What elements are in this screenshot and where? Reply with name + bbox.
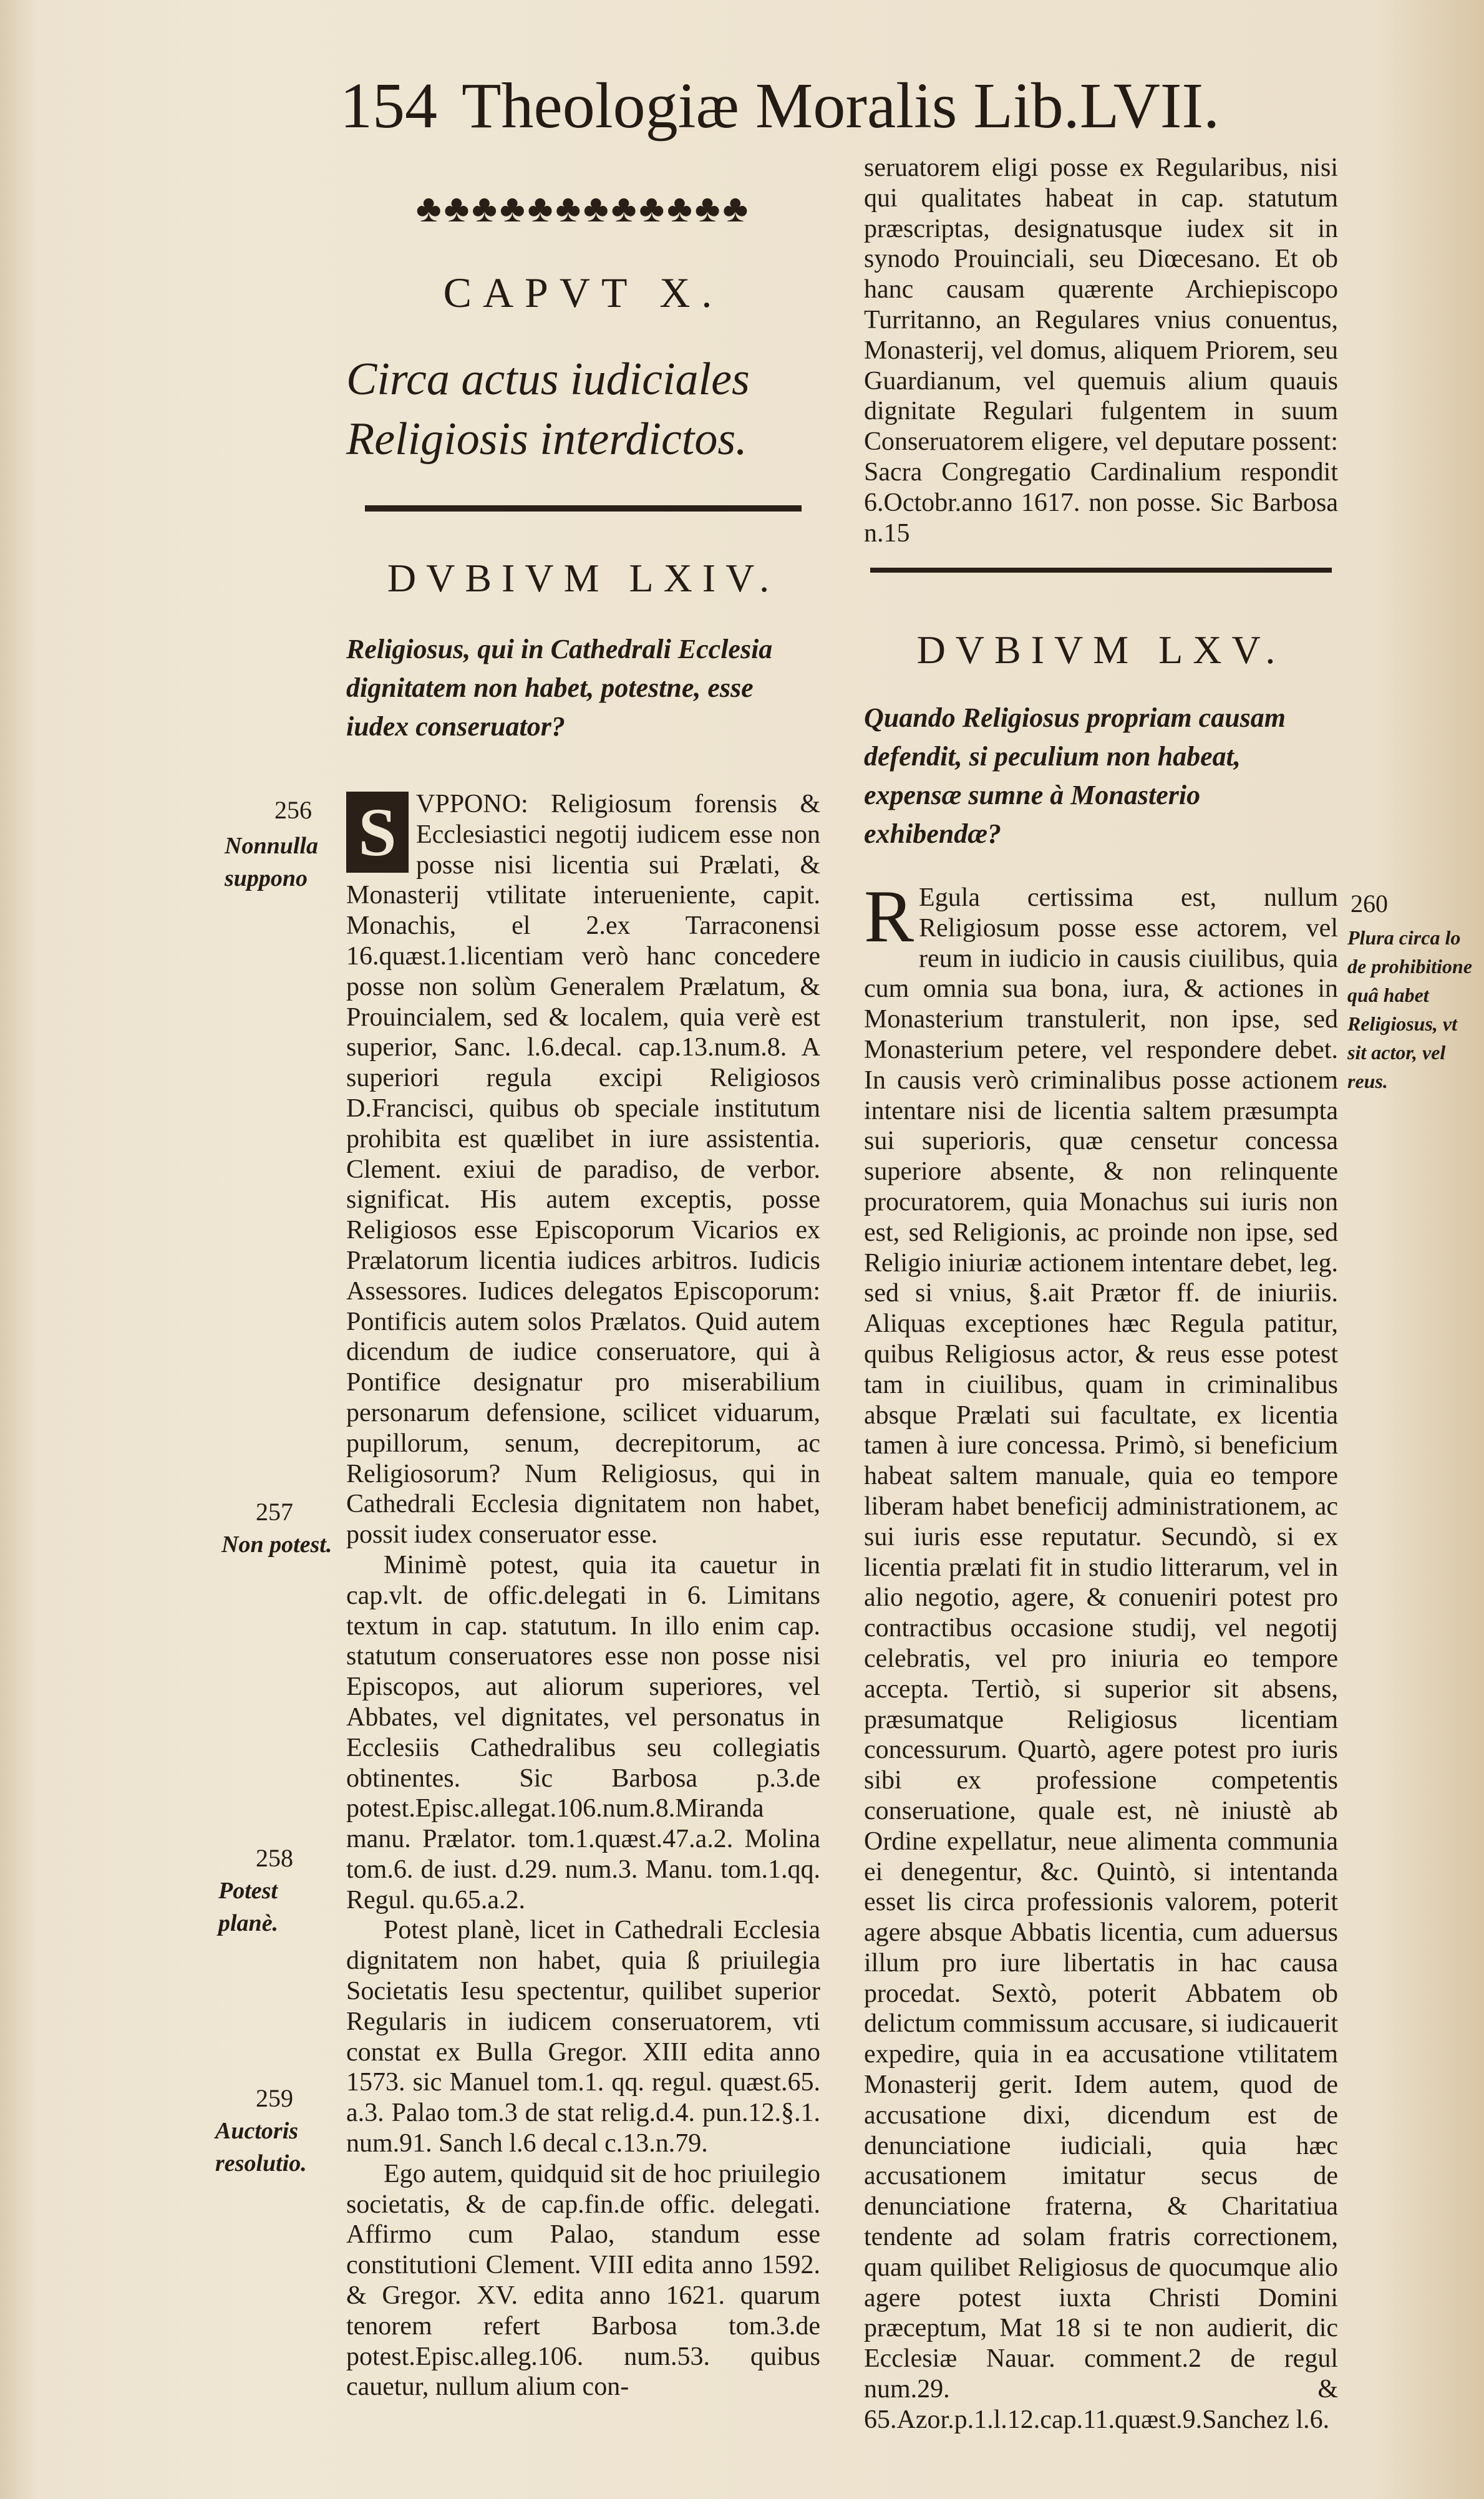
margin-note: Nonnulla suppono <box>225 833 318 891</box>
margin-note: Auctoris resolutio. <box>215 2118 307 2176</box>
ornament-band: ♣♣♣♣♣♣♣♣♣♣♣♣ <box>415 188 751 230</box>
margin-note: Non potest. <box>221 1531 332 1558</box>
chapter-heading: CAPVT X. <box>443 269 724 316</box>
paragraph: Egula certissima est, nullum Religiosum posse esse actorem, vel reum in iudicio in causis ciuilibus, quia cum omnia sua bona, iura, & actiones in Monasterium transtulerit, non ipse, sed Monasterium petere, vel respondere debet. In causis verò criminalibus posse actionem intentare nisi de licentia saltem præsumpta sui superioris, quæ censetur concessa superiore absente, & non relinquente procuratorem, quia Monachus sui iuris non est, sed Religionis, ac proinde non ipse, sed Religio iniuriæ actionem intentare debet, leg. sed si vnius, §.ait Prætor ff. de iniuriis. Aliquas exceptiones hæc Regula patitur, quibus Religiosus actor, & reus esse potest tam in ciuilibus, quam in criminalibus absque Prælati sui facultate, ex licentia tamen à iure concessa. Primò, si beneficium habeat saltem manuale, quia eo tempore liberam habet beneficij administrationem, ac sui iuris esse reputatur. Secundò, si ex licentia prælati fit in studio litterarum, vel in alio negotio, agere, & conueniri potest pro contractibus occasione studij, vel negotij celebratis, vel pro iniuria eo tempore accepta. Tertiò, si superior sit absens, præsumatque Religiosus licentiam concessurum. Quartò, agere potest pro iuris sibi ex professione competentis conseruatione, quale est, nè iniustè ab Ordine expellatur, neue alimenta communia ei denegentur, &c. Quintò, si intentanda esset lis circa professionis valorem, poterit agere absque Abbatis licentia, cum aduersus illum pro iure libertatis in hac causa procedat. Sextò, poterit Abbatem ob delictum commissum accusare, si iudicauerit expedire, quia in ea accusatione vtilitatem Monasterij gerit. Idem autem, quod de accusatione dixi, dicendum est de denunciatione iudiciali, quia hæc accusationem imitatur secus de denunciatione fraterna, & Charitatiua tendente ad solam fratris correctionem, quam quilibet Religiosus de quocumque alio agere potest iuxta Christi Domini præceptum, Mat 18 si te non audierit, dic Ecclesiæ Nauar. comment.2 de regul num.29. & 65.Azor.p.1.l.12.cap.11.quæst.9.Sanchez l.6. <box>864 883 1338 2434</box>
paragraph: Minimè potest, quia ita cauetur in cap.vlt. de offic.delegati in 6. Limitans textum in cap. statutum. In illo enim cap. statutum conseruatores esse non posse nisi Episcopos, aut aliorum superiores, vel Abbates, vel dignitates, vel personatus in Ecclesiis Cathedralibus seu collegiatis obtinentes. Sic Barbosa p.3.de potest.Episc.allegat.106.num.8.Miranda manu. Prælator. tom.1.quæst.47.a.2. Molina tom.6. de iust. d.29. num.3. Manu. tom.1.qq. Regul. qu.65.a.2. <box>346 1550 820 1914</box>
running-head: Theologiæ Moralis Lib.LVII. <box>462 70 1220 142</box>
page-header <box>340 62 1338 150</box>
body-text <box>346 789 820 2402</box>
margin-number: 259 <box>256 2084 293 2112</box>
dubium-heading: DVBIVM LXV. <box>916 628 1286 672</box>
rule-divider <box>870 568 1332 573</box>
paragraph: Potest planè, licet in Cathedrali Ecclesia dignitatem non habet, quia ß priuilegia Societatis Iesu spectentur, quilibet superior Regularis in iudicem conseruatorem, vti constat ex Bulla Gregor. XIII edita anno 1573. sic Manuel tom.1. qq. regul. quæst.65. a.3. Palao tom.3 de stat relig.d.4. pun.12.§.1. num.91. Sanch l.6 decal c.13.n.79. <box>346 1916 820 2158</box>
paragraph: VPPONO: Religiosum forensis & Ecclesiastici negotij iudicem esse non posse nisi licentia sui Prælati, & Monasterij vtilitate interueniente, capit. Monachis, el 2.ex Tarraconensi 16.quæst.1.licentiam verò hanc concedere posse non solùm Generalem Prælatum, & Prouincialem, sed & localem, quia verè est superior, Sanc. l.6.decal. cap.13.num.8. A superiori regula excipi Religiosos D.Francisci, quibus ob speciale institutum prohibita est quælibet in iure assistentia. Clement. exiui de paradiso, de verbor. significat. His autem exceptis, posse Religiosos esse Episcoporum Vicarios ex Prælatorum licentia iudices arbitros. Iudicis Assessores. Iudices delegatos Episcoporum: Pontificis autem solos Prælatos. Quid autem dicendum de iudice conseruatore, qui à Pontifice designatur pro miserabilium personarum defensione, scilicet viduarum, pupillorum, senum, decrepitorum, ac Religiosorum? Num Religiosus, qui in Cathedrali Ecclesia dignitatem non habet, possit iudex conseruator esse. <box>346 790 820 1550</box>
continued-text <box>864 153 1338 548</box>
margin-note: Plura circa lo de prohibitione quâ habet Religiosus, vt sit actor, vel reus. <box>1347 926 1473 1092</box>
paragraph: Ego autem, quidquid sit de hoc priuilegio societatis, & de cap.fin.de offic. delegati. Affirmo cum Palao, standum esse constitutioni Clement. VIII edita anno 1592. & Gregor. XV. edita anno 1621. quarum tenorem refert Barbosa tom.3.de potest.Episc.alleg.106. num.53. quibus cauetur, nullum alium con- <box>346 2159 820 2402</box>
paragraph: seruatorem eligi posse ex Regularibus, nisi qui qualitates habeat in cap. statutum præscriptas, designatusque iudex sit in synodo Prouinciali, seu Diœcesano. Et ob hanc causam quærente Archiepiscopo Turritanno, an Regulares vnius conuentus, Monasterij, vel domus, aliquem Priorem, seu Guardianum, vel quemuis alium quauis dignitate Regulari fulgentem in suum Conseruatorem eligere, vel deputare possent: Sacra Congregatio Cardinalium respondit 6.Octobr.anno 1617. non posse. Sic Barbosa n.15 <box>864 153 1338 548</box>
margin-number: 257 <box>256 1498 293 1526</box>
dubium-question: Religiosus, qui in Cathedrali Ecclesia dignitatem non habet, potestne, esse iudex conseruator? <box>346 634 773 742</box>
dubium-question: Quando Religiosus propriam causam defendit, si peculium non habeat, expensæ sumne à Monasterio exhibendæ? <box>864 702 1286 849</box>
chapter-rubric: Circa actus iudiciales Religiosis interdictos. <box>346 354 750 465</box>
margin-number: 258 <box>256 1844 293 1872</box>
margin-number: 260 <box>1351 890 1388 918</box>
margin-number: 256 <box>274 796 312 824</box>
body-text <box>864 875 1338 2435</box>
drop-cap: S <box>346 792 409 873</box>
rule-divider <box>365 505 802 512</box>
margin-note: Potest planè. <box>218 1878 279 1936</box>
drop-cap: R <box>864 875 914 958</box>
page-number: 154 <box>340 70 437 142</box>
dubium-heading: DVBIVM LXIV. <box>387 556 780 600</box>
